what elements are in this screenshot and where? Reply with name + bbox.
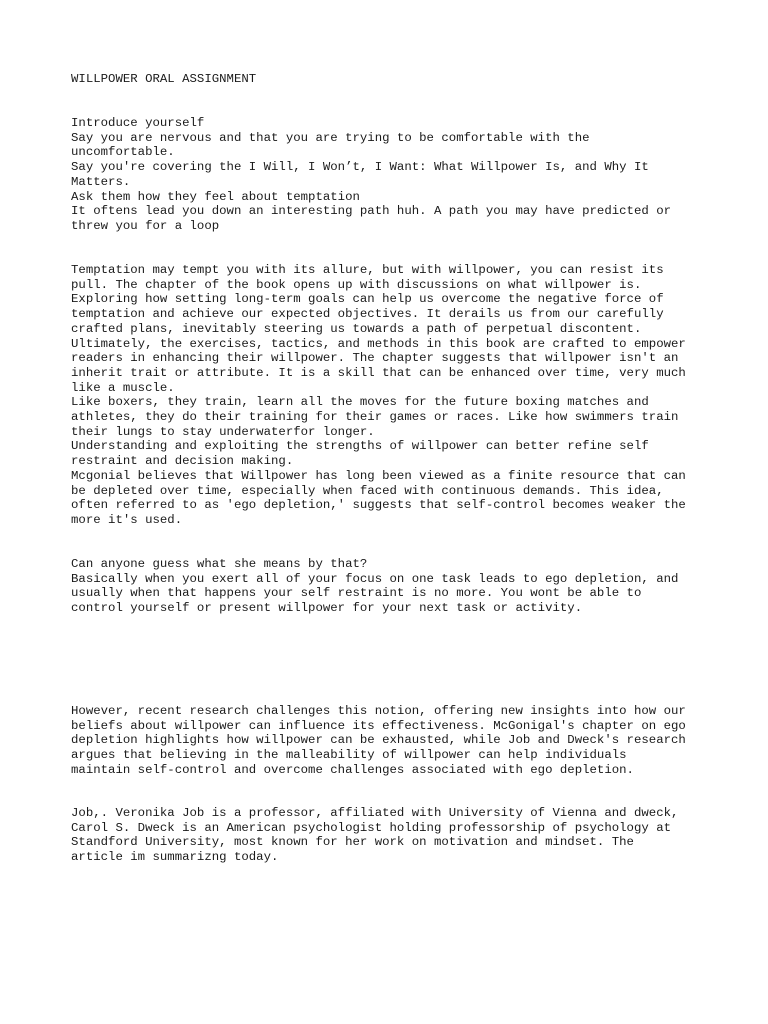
- intro-notes: [71, 116, 711, 234]
- document-title: [71, 72, 711, 87]
- text-line: Ask them how they feel about temptation: [71, 189, 360, 204]
- text-line: crafted plans, inevitably steering us towards a path of perpetual discontent.: [71, 321, 642, 336]
- text-line: Understanding and exploiting the strengths of willpower can better refine self: [71, 439, 649, 454]
- question-paragraph: [71, 557, 711, 616]
- text-line: Say you are nervous and that you are trying to be comfortable with the: [71, 130, 590, 145]
- text-line: restraint and decision making.: [71, 454, 294, 469]
- text-line: temptation and achieve our expected objectives. It derails us from our carefully: [71, 307, 664, 322]
- title-line: WILLPOWER ORAL ASSIGNMENT: [71, 72, 257, 86]
- research-paragraph: [71, 704, 711, 778]
- text-line: threw you for a loop: [71, 218, 220, 233]
- text-line: Ultimately, the exercises, tactics, and methods in this book are crafted to empower: [71, 336, 686, 351]
- text-line: pull. The chapter of the book opens up with discussions on what willpower is.: [71, 277, 642, 292]
- text-line: inherit trait or attribute. It is a skill that can be enhanced over time, very much: [71, 365, 686, 380]
- text-line: uncomfortable.: [71, 145, 175, 160]
- text-line: maintain self-control and overcome challenges associated with ego depletion.: [71, 762, 634, 777]
- text-line: be depleted over time, especially when faced with continuous demands. This idea,: [71, 483, 664, 498]
- authors-paragraph: [71, 806, 711, 865]
- text-line: Mcgonial believes that Willpower has long been viewed as a finite resource that can: [71, 468, 686, 483]
- text-line: Can anyone guess what she means by that?: [71, 557, 368, 571]
- text-line: Standford University, most known for her work on motivation and mindset. The: [71, 835, 634, 850]
- text-line: athletes, they do their training for their games or races. Like how swimmers train: [71, 410, 679, 425]
- text-line: usually when that happens your self restraint is no more. You wont be able to: [71, 586, 642, 601]
- text-line: like a muscle.: [71, 380, 175, 395]
- text-line: article im summarizng today.: [71, 850, 279, 865]
- text-line: more it's used.: [71, 512, 183, 527]
- text-line: their lungs to stay underwaterfor longer.: [71, 424, 375, 439]
- text-line: Job,. Veronika Job is a professor, affiliated with University of Vienna and dweck,: [71, 806, 679, 820]
- text-line: Temptation may tempt you with its allure, but with willpower, you can resist its: [71, 263, 664, 277]
- text-line: beliefs about willpower can influence its effectiveness. McGonigal's chapter on ego: [71, 718, 686, 733]
- text-line: It oftens lead you down an interesting path huh. A path you may have predicted or: [71, 204, 672, 219]
- text-line: depletion highlights how willpower can be exhausted, while Job and Dweck's research: [71, 733, 686, 748]
- text-line: Say you're covering the I Will, I Won’t, I Want: What Willpower Is, and Why It: [71, 160, 649, 175]
- text-line: Basically when you exert all of your focus on one task leads to ego depletion, and: [71, 571, 679, 586]
- text-line: Like boxers, they train, learn all the moves for the future boxing matches and: [71, 395, 649, 410]
- text-line: often referred to as 'ego depletion,' suggests that self-control becomes weaker the: [71, 498, 686, 513]
- text-line: Introduce yourself: [71, 116, 205, 130]
- text-line: argues that believing in the malleability of willpower can help individuals: [71, 748, 627, 763]
- text-line: Matters.: [71, 174, 131, 189]
- text-line: readers in enhancing their willpower. The chapter suggests that willpower isn't an: [71, 351, 679, 366]
- text-line: Exploring how setting long-term goals can help us overcome the negative force of: [71, 292, 664, 307]
- text-line: However, recent research challenges this notion, offering new insights into how our: [71, 704, 686, 718]
- text-line: control yourself or present willpower for your next task or activity.: [71, 601, 583, 616]
- text-line: Carol S. Dweck is an American psychologist holding professorship of psychology at: [71, 820, 672, 835]
- main-body-paragraphs: [71, 263, 711, 528]
